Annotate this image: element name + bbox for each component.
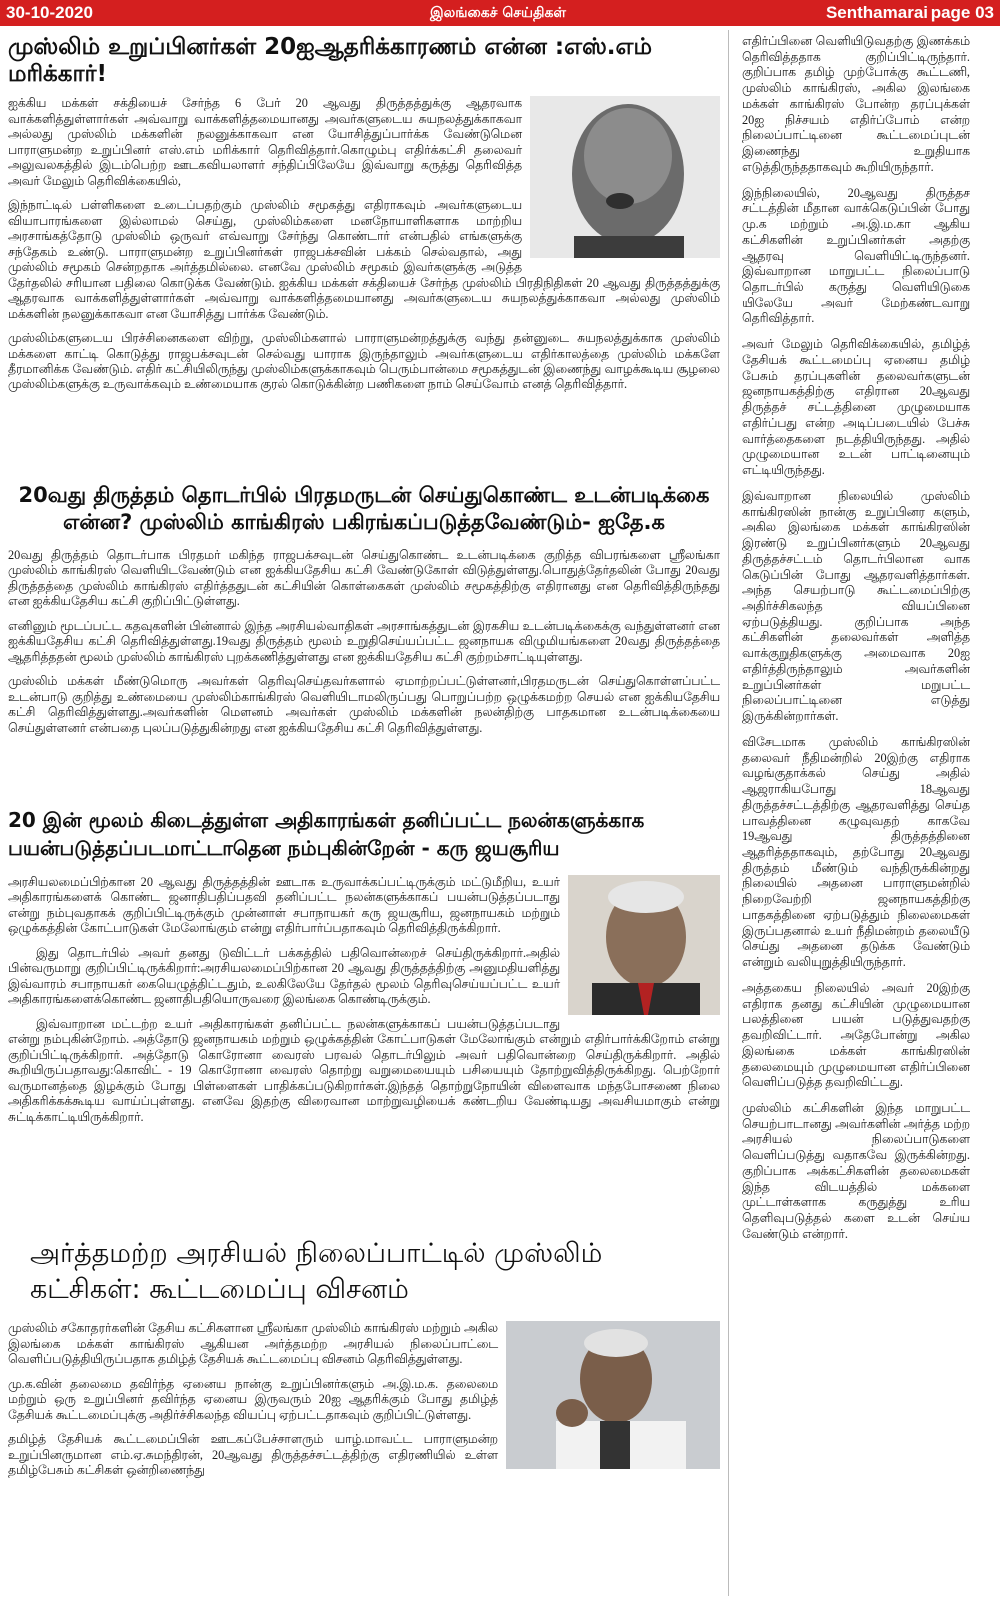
article-paragraph: முஸ்லிம் மக்கள் மீண்டுமொரு அவர்கள் தெரிவுசெய்தவர்களால் ஏமாற்றப்பட்டுள்ளனர்,பிரதமருடன் செய்துகொள்ளப்பட்ட உடன்பாடு குறித்து உண்மையை முஸ்லிம்காங்கிரஸ் வெளியிடாமலிருப்பது பொறுப்பற்ற ஒழுக்கமற்ற செயல் என ஐக்கியதேசிய கட்சி தெரிவித்துள்ளது.அவர்களின் மௌனம் அவர்கள் முஸ்லிம் மக்களின் நலன்திற்கு பாதகமான உடன்படிக்கையை செய்துள்ளனர் என்பதை புலப்படுத்துகின்றது என ஐக்கியதேசிய கட்சி தெரிவித்துள்ளது. — [8, 674, 720, 735]
article-paragraph: மு.க.வின் தலைமை தவிர்ந்த ஏனைய நான்கு உறுப்பினர்களும் அ.இ.ம.க. தலைமை மற்றும் ஒரு உறுப்பினர் தவிர்ந்த ஏனைய இருவரும் 20ஐ ஆதரிக்கும் போது தமிழ்த் தேசியக் கூட்டமைப்புக்கு அதிர்ச்சிகலந்த வியப்பு ஏற்பட்டதாகவும் குறிப்பிட்டுள்ளது. — [8, 1376, 498, 1422]
page-header — [0, 0, 1000, 26]
article-headline: 20வது திருத்தம் தொடர்பில் பிரதமருடன் செய்துகொண்ட உடன்படிக்கை என்ன? முஸ்லிம் காங்கிரஸ் பகிரங்கப்படுத்தவேண்டும்- ஐதே.க — [18, 483, 710, 534]
article-paragraph: இவ்வாறான மட்டற்ற உயர் அதிகாரங்கள் தனிப்பட்ட நலன்களுக்காகப் பயன்படுத்தப்படாது என்று நம்புகின்றோம். அத்தோடு ஜனநாயகம் மற்றும் ஒழுக்கத்தின் கோட்பாடுகள் மேலோங்கும் என்றும் எதிர்பார்க்கிறோம் என்று குறிப்பிட்டிருக்கிறார். அத்தோடு கொரோனா வைரஸ் பரவல் தொடர்பிலும் அவர் பதிவொன்றை செய்திருக்கிறார். அதில் கூறியிருப்பதாவது:கொவிட் - 19 கொரோனா வைரஸ் தொற்று வறுமையையும் பசியையும் தோற்றுவித்திருக்கிறது. பெற்றோர் வருமானத்தை இழக்கும் போது பிள்ளைகள் பாதிக்கப்படுகிறார்கள்.இந்தத் தொற்றுநோயின் விளைவாக மந்தபோசணை நிலை அதிகரிக்கக்கூடிய வாய்ப்புள்ளது. எனவே இதற்கு விரைவான மாற்றுவழியைக் கண்டறிய வேண்டியது அவசியமாகும் என்று சுட்டிக்காட்டியிருக்கிறார். — [8, 1016, 720, 1124]
photo-sumanthiran — [506, 1321, 720, 1469]
article-headline: 20 இன் மூலம் கிடைத்துள்ள அதிகாரங்கள் தனிப்பட்ட நலன்களுக்காக பயன்படுத்தப்படமாட்டாதென நம்புகின்றேன் - கரு ஜயசூரிய — [8, 808, 645, 861]
sidebar-paragraph: விசேடமாக முஸ்லிம் காங்கிரஸின் தலைவர் நீதிமன்றில் 20இற்கு எதிராக வழங்குதாக்கல் செய்து அதில் ஆஜராகியபோது 18ஆவது திருத்தச்சட்டத்திற்கு ஆதரவளித்து செய்த பாவத்தினை கழுவுவதற் காகவே 19ஆவது திருத்தத்தினை ஆதரித்ததாகவும், தற்போது 20ஆவது திருத்தம் மீண்டும் வந்திருக்கின்றது நிலையில் அதனை பாராளுமன்றில் நிறைவேற்றி ஜனநாயகத்திற்கு பாதகத்தினை ஏற்படுத்தும் நிலைமைகள் இருப்பதனால் உயர் நீதிமன்றம் தலையீடு செய்து அதனை தடுக்க வேண்டும் என்றும் வலியுறுத்தியிருந்தார். — [742, 734, 970, 970]
article-tna-statement — [8, 1236, 720, 1596]
article-paragraph: இது தொடர்பில் அவர் தனது டுவிட்டர் பக்கத்தில் பதிவொன்றைச் செய்திருக்கிறார்.அதில் பின்வருமாறு குறிப்பிட்டிருக்கிறார்:அரசியலமைப்பிற்கான 20 ஆவது திருத்தத்திற்கு அனுமதியளித்து இவ்வாரம் சபாநாயகர் கையெழுத்திட்டதும், உலகிலேயே தேர்தல் மூலம் தெரிவுசெய்யப்பட்ட உயர் அதிகாரங்களைக்கொண்ட ஜனாதிபதியொருவரை இலங்கை கொண்டிருக்கும். — [8, 945, 560, 1007]
sidebar-paragraph: முஸ்லிம் கட்சிகளின் இந்த மாறுபட்ட செயற்பாடானது அவர்களின் அர்த்த மற்ற அரசியல் நிலைப்பாடுகளை வெளிப்படுத்து வதாகவே இருக்கின்றது. குறிப்பாக அக்கட்சிகளின் தலைமைகள் இந்த விடயத்தில் மக்களை முட்டாள்களாக கருதுத்து உரிய தெளிவுபடுத்தல் களை உடன் செய்ய வேண்டும் என்றார். — [742, 1101, 970, 1241]
article-marikkar — [8, 34, 720, 474]
sidebar-paragraph: அத்தகைய நிலையில் அவர் 20இற்கு எதிராக தனது கட்சியின் முழுமையான பலத்தினை பயன் படுத்துவதற்கு தவறிவிட்டார். அதேபோன்று அகில இலங்கை மக்கள் காங்கிரஸின் தலைமையும் முழுமையான எதிர்ப்பினை வெளிப்படுத்த தவறிவிட்டது. — [742, 980, 970, 1090]
sidebar-paragraph: அவர் மேலும் தெரிவிக்கையில், தமிழ்த் தேசியக் கூட்டமைப்பு ஏனைய தமிழ் பேசும் தரப்புகளின் தலைவர்களுடன் ஜனநாயகத்திற்கு எதிரான 20ஆவது திருத்தச் சட்டத்தினை முழுமையாக எதிர்ப்பது என்ற அடிப்படையில் பேச்சு வார்த்தைகளை நடத்தியிருந்தது. அதில் முழுமையான உடன் பாட்டினையும் எட்டியிருந்தது. — [742, 337, 970, 478]
article-paragraph: தமிழ்த் தேசியக் கூட்டமைப்பின் ஊடகப்பேச்சாளரும் யாழ்.மாவட்ட பாராளுமன்ற உறுப்பினருமான எம்.ஏ.சுமந்திரன், 20ஆவது திருத்தச்சட்டத்திற்கு எதிரணியில் உள்ள தமிழ்பேசும் கட்சிகள் ஒன்றிணைந்து — [8, 1432, 498, 1478]
photo-marikkar — [530, 96, 720, 258]
section-title: இலங்கைச் செய்திகள் — [430, 5, 567, 21]
article-paragraph: ஐக்கிய மக்கள் சக்தியைச் சேர்ந்த 6 பேர் 20 ஆவது திருத்தத்துக்கு ஆதரவாக வாக்களித்துள்ளார்கள் அவ்வாறு வாக்களித்தமையானது அவர்களுடைய சுயநலத்துக்காகவா அல்லது முஸ்லிம் மக்களின் நலனுக்காகவா என யோசித்துப்பார்க்க வேண்டுமென பாராளுமன்ற உறுப்பினர் எஸ்.எம் மரிக்கார் தெரிவித்தார்.கொழும்பு எதிர்க்கட்சி தலைவர் அலுவலகத்தில் இடம்பெற்ற ஊடகவியலாளர் சந்திப்பிலேயே இவ்வாறு கருத்து தெரிவித்த அவர் மேலும் தெரிவிக்கையில், — [8, 96, 522, 188]
article-muslim-congress — [8, 482, 720, 800]
article-paragraph: எனினும் மூடப்பட்ட கதவுகளின் பின்னால் இந்த அரசியல்வாதிகள் அரசாங்கத்துடன் இரகசிய உடன்படிக்கைக்கு வந்துள்ளனர் என ஐக்கியதேசிய கட்சி தெரிவித்துள்ளது.19வது திருத்தம் மூலம் உறுதிசெய்யப்பட்ட ஜனநாயக விழுமியங்களை 20வது திருத்தத்தை ஆதரித்ததன் மூலம் முஸ்லிம் காங்கிரஸ் புறக்கணித்துள்ளது என ஐக்கியதேசிய கட்சி குற்றம்சாட்டியுள்ளது. — [8, 618, 720, 664]
article-paragraph: அரசியலமைப்பிற்கான 20 ஆவது திருத்தத்தின் ஊடாக உருவாக்கப்பட்டிருக்கும் மட்டுமீறிய, உயர் அதிகாரங்களைக் கொண்ட ஜனாதிபதிப்பதவி தனிப்பட்ட நலன்களுக்காகப் பயன்படுத்தப்படாது என்று நம்புவதாகக் குறிப்பிட்டிருக்கும் முன்னாள் சபாநாயகர் கரு ஜயசூரிய, ஜனநாயகம் மற்றும் ஒழுக்கத்தின் கோட்பாடுகள் மேலோங்கும் என்று எதிர்பார்ப்பதாகவும் தெரிவித்திருக்கிறார். — [8, 874, 560, 936]
main-column — [8, 30, 720, 1596]
article-paragraph: 20வது திருத்தம் தொடர்பாக பிரதமர் மகிந்த ராஜபக்சவுடன் செய்துகொண்ட உடன்படிக்கை குறித்த விபரங்களை ஸ்ரீலங்கா முஸ்லிம் காங்கிரஸ் வெளியிடவேண்டும் என ஐக்கியதேசிய கட்சி வேண்டுகோள் விடுத்துள்ளது.பொதுத்தேர்தலின் போது 20வது திருத்தத்தை முஸ்லிம் காங்கிரஸ் எதிர்த்ததுடன் கட்சியின் கொள்கைகள் முஸ்லிம் சமூகத்திற்கு எதிரானது என தெரிவித்திருந்தது என ஐக்கியதேசிய கட்சி குறிப்பிட்டுள்ளது. — [8, 547, 720, 609]
photo-karu-jayasuriya — [568, 875, 720, 1015]
article-headline: அர்த்தமற்ற அரசியல் நிலைப்பாட்டில் முஸ்லிம் கட்சிகள்: கூட்டமைப்பு விசனம் — [30, 1238, 603, 1305]
issue-date: 30-10-2020 — [6, 3, 93, 22]
sidebar-paragraph: இவ்வாறான நிலையில் முஸ்லிம் காங்கிரஸின் நான்கு உறுப்பினர களும், அகில இலங்கை மக்கள் காங்கிரஸின் இரண்டு உறுப்பினர்களும் 20ஆவது திருத்தச்சட்டம் தொடர்பிலான வாக கெடுப்பின் போது ஆதரவளித்தார்கள். அந்த செயற்பாடு கூட்டமைப்பிற்கு அதிர்ச்சிகலந்த வியப்பினை ஏற்படுத்தியது. குறிப்பாக அந்த கட்சிகளின் தலைவர்கள் அளித்த வாக்குறுதிகளுக்கு அமைவாக 20ஐ எதிர்த்திருந்தாலும் அவர்களின் உறுப்பினர்கள் மறுபட்ட நிலைப்பாட்டினை எடுத்து இருக்கின்றார்கள். — [742, 488, 970, 724]
sidebar-paragraph: இந்நிலையில், 20ஆவது திருத்தச சட்டத்தின் மீதான வாக்கெடுப்பின் போது மு.க மற்றும் அ.இ.ம.கா ஆகிய கட்சிகளின் உறுப்பினர்கள் அதற்கு ஆதரவு வெளியிட்டிருந்தனர். இவ்வாறான மாறுபட்ட நிலைப்பாடு தொடர்பில் கருத்து வெளியிடுகை யிலேயே அவர் மேற்கண்டவாறு தெரிவித்தார். — [742, 185, 970, 326]
article-paragraph: இந்நாட்டில் பள்ளிகளை உடைப்பதற்கும் முஸ்லிம் சமூகத்து எதிராகவும் அவர்களுடைய வியாபாரங்களை இல்லாமல் செய்து, முஸ்லிம்களை மனநோயாளிகளாக மாற்றிய அரசாங்கத்தோடு முஸ்லிம் ஒருவர் எவ்வாறு சேர்ந்து கொண்டார் என்பதில் எங்களுக்கு சந்தேகம் உண்டு. பாராளுமன்ற உறுப்பினர்கள் ராஜபக்சவின் பக்கம் செல்வதால், அது முஸ்லிம் சமூகம் சென்றதாக அர்த்தமில்லை. எனவே முஸ்லிம் சமூகம் இவர்களுக்கு அடுத்த தேர்தலில் சரியான பதிலை கொடுக்க வேண்டும். ஐக்கிய மக்கள் சக்தியைச் சேர்ந்த முஸ்லிம் பிரதிநிதிகள் 20 ஆவது திருத்தத்துக்கு ஆதரவாக வாக்களித்துள்ளார்கள் அவ்வாறு வாக்களித்தமையானது அவர்களுடைய சுயநலத்துக்காகவா அல்லது முஸ்லிம் மக்களின் நலனுக்காகவா என யோசித்து பார்க்க வேண்டும். — [8, 198, 720, 321]
side-column — [742, 34, 970, 1596]
article-paragraph: முஸ்லிம் சகோதரர்களின் தேசிய கட்சிகளான ஸ்ரீலங்கா முஸ்லிம் காங்கிரஸ் மற்றும் அகில இலங்கை மக்கள் காங்கிரஸ் ஆகியன அர்த்தமற்ற அரசியல் நிலைப்பாட்டை வெளிப்படுத்தியிருப்பதாக தமிழ்த் தேசியக் கூட்டமைப்பு விசனம் தெரிவித்துள்ளது. — [8, 1321, 498, 1367]
article-karu-jayasuriya — [8, 806, 720, 1226]
sidebar-paragraph: எதிர்ப்பினை வெளியிடுவதற்கு இணக்கம் தெரிவித்ததாக குறிப்பிட்டிருந்தார். குறிப்பாக தமிழ் முற்போக்கு கூட்டணி, முஸ்லிம் காங்கிரஸ், அகில இலங்கை மக்கள் காங்கிரஸ் போன்ற தரப்புக்கள் 20ஐ நிச்சயம் எதிர்ப்போம் என்ற நிலைப்பாட்டினை கூட்டமைப்புடன் இணைந்து உறுதியாக எடுத்திருந்ததாகவும் கூறியிருந்தார். — [742, 34, 970, 174]
column-divider — [728, 30, 729, 1596]
article-headline: முஸ்லிம் உறுப்பினர்கள் 20ஐஆதரிக்காரணம் என்ன :எஸ்.எம் மரிக்கார்! — [8, 34, 652, 88]
brand-name: Senthamarai — [825, 3, 928, 22]
article-paragraph: முஸ்லிம்களுடைய பிரச்சினைகளை விற்று, முஸ்லிம்களால் பாராளுமன்றத்துக்கு வந்து தன்னுடை சுயநலத்துக்காக முஸ்லிம் மக்களை காட்டி கொடுத்து ராஜபக்சவுடன் செல்வது யாராக இருந்தாலும் அவர்களுடைய எதிர்காலத்தை முஸ்லிம் மக்களே தீரமானிக்க வேண்டும். எதிர் கட்சியிலிருந்து முஸ்லிம்களுக்காகவும் பெரும்பான்மை சமூகத்துடன் இணைந்து வாழக்கூடிய சூழலை முஸ்லிம்களுக்கு உருவாக்கவும் உண்மையாக குரல் கொடுக்கின்ற பணிகளை நாம் செய்வோம் எனத் தெரிவித்தார். — [8, 331, 720, 392]
page-number: page 03 — [930, 3, 994, 22]
